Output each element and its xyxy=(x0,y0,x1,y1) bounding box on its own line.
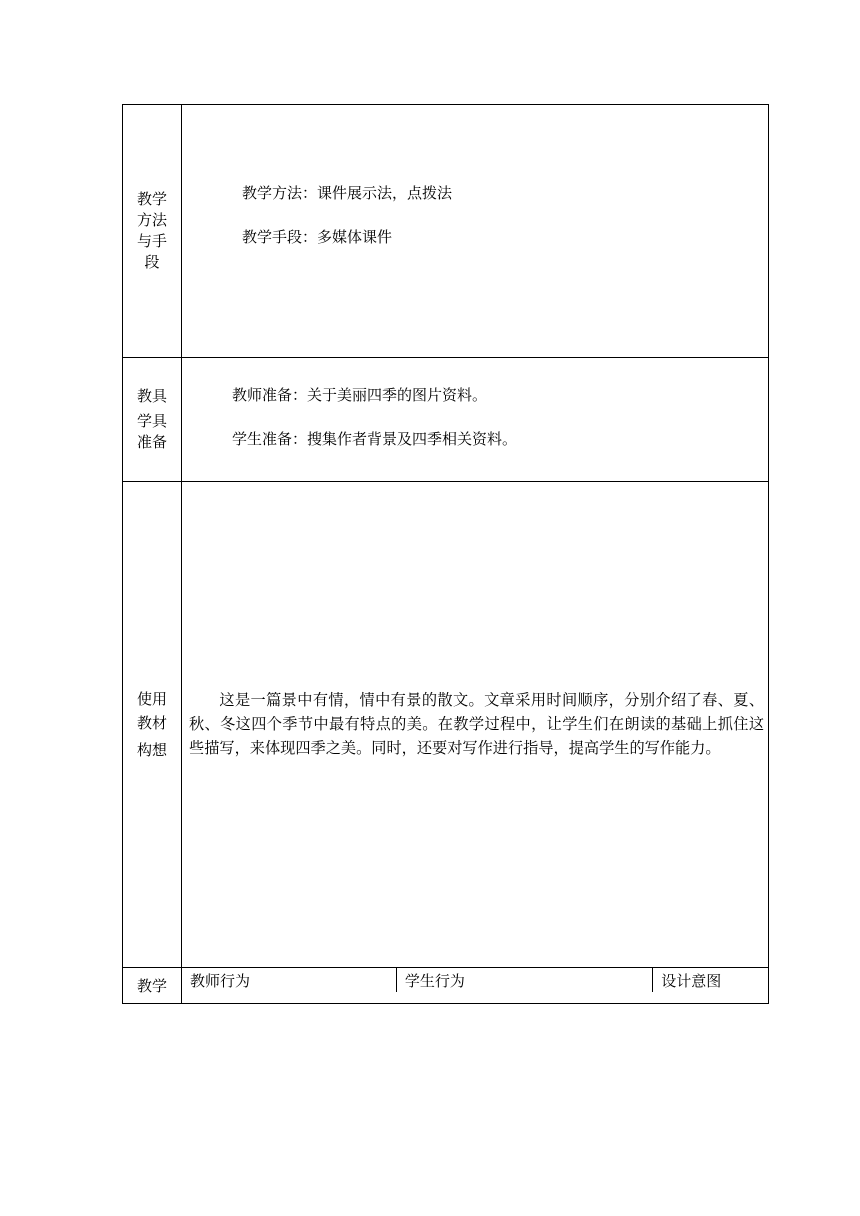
process-columns xyxy=(182,968,768,992)
tools-row xyxy=(123,358,769,482)
usage-label xyxy=(123,482,182,968)
usage-content xyxy=(182,482,769,968)
design-intent-header: 设计意图 xyxy=(653,968,768,992)
usage-label-line: 使用 xyxy=(136,689,167,708)
process-label: 教学 xyxy=(123,968,182,1004)
process-columns-cell xyxy=(182,968,769,1004)
methods-label-line: 与手 xyxy=(136,232,167,250)
methods-row xyxy=(123,105,769,358)
usage-paragraph: 这是一篇景中有情，情中有景的散文。文章采用时间顺序，分别介绍了春、夏、秋、冬这四个季节中最有特点的美。在教学过程中，让学生们在朗读的基础上抓住这些描写，来体现四季之美。同时，还要对写作进行指导，提高学生的写作能力。 xyxy=(189,690,764,757)
student-prep-text: 学生准备：搜集作者背景及四季相关资料。 xyxy=(232,429,518,448)
methods-content xyxy=(182,105,769,358)
tools-content xyxy=(182,358,769,482)
teaching-means-text: 教学手段：多媒体课件 xyxy=(242,228,393,246)
usage-row xyxy=(123,482,769,968)
student-behavior-header: 学生行为 xyxy=(396,968,652,992)
process-row xyxy=(123,968,769,1004)
usage-label-line: 教材 xyxy=(136,713,167,732)
methods-label-line: 方法 xyxy=(136,211,167,229)
lesson-plan-table xyxy=(122,104,769,1004)
tools-label xyxy=(123,358,182,482)
tools-label-line: 教具 xyxy=(136,387,167,405)
teacher-prep-text: 教师准备：关于美丽四季的图片资料。 xyxy=(232,385,488,404)
usage-label-line: 构想 xyxy=(136,740,167,759)
methods-label xyxy=(123,105,182,358)
methods-label-line: 段 xyxy=(144,253,160,271)
tools-label-line: 准备 xyxy=(136,433,167,451)
teacher-behavior-header: 教师行为 xyxy=(190,972,251,990)
tools-label-line: 学具 xyxy=(136,412,167,430)
teaching-method-text: 教学方法：课件展示法，点拨法 xyxy=(242,184,453,202)
methods-label-line: 教学 xyxy=(136,190,167,208)
